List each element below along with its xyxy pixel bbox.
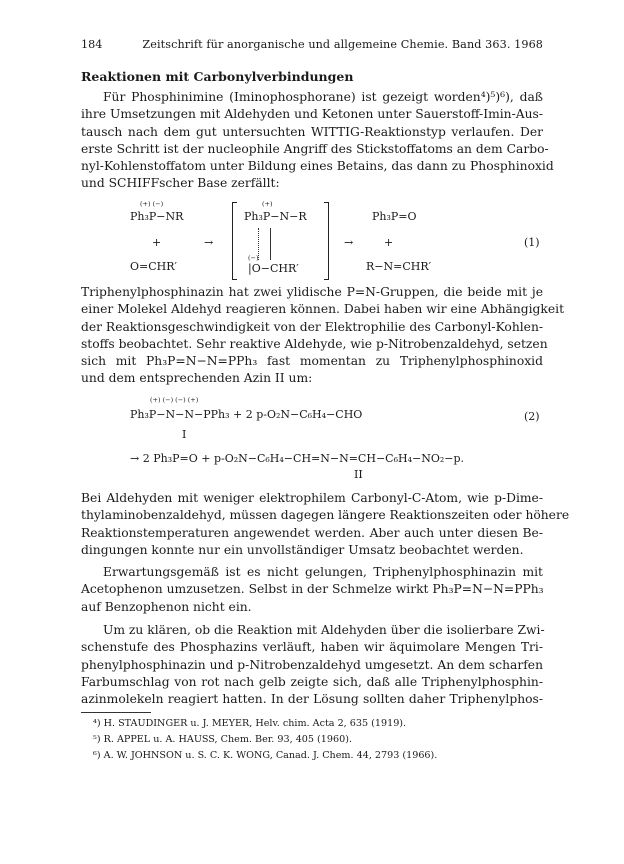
right-bracket xyxy=(324,202,329,280)
text-line: erste Schritt ist der nucleophile Angriff des Stickstoffatoms an dem Carbo- xyxy=(81,141,549,156)
plus-sign: + xyxy=(152,236,162,249)
reaction-arrow: → xyxy=(344,236,354,249)
charge-label: (+) xyxy=(262,200,273,208)
paragraph-3 xyxy=(81,490,570,559)
page-number: 184 xyxy=(81,38,103,51)
reactant-ylide: Ph₃P−NR xyxy=(130,210,184,223)
journal-title: Zeitschrift für anorganische und allgemeine Chemie. Band 363. 1968 xyxy=(142,38,543,51)
text-line: Farbumschlag von rot nach gelb zeigte sich, daß alle Triphenylphosphin- xyxy=(81,674,543,689)
equation-number: (2) xyxy=(524,410,540,423)
bond-line xyxy=(258,228,259,260)
footnote-rule xyxy=(81,712,151,713)
text-line: ihre Umsetzungen mit Aldehyden und Ketonen unter Sauerstoff-Imin-Aus- xyxy=(81,107,543,122)
product-oxide: Ph₃P=O xyxy=(372,210,417,223)
betaine-top: Ph₃P−N−R xyxy=(244,210,307,223)
text-line: und SCHIFFscher Base zerfällt: xyxy=(81,176,280,191)
text-line: sich mit Ph₃P=N−N=PPh₃ fast momentan zu Triphenylphosphinoxid xyxy=(81,354,543,369)
charge-label: (+) (−) (−) (+) xyxy=(150,396,199,404)
compound-label: I xyxy=(182,428,187,441)
text-line: Triphenylphosphinazin hat zwei ylidische P=N-Gruppen, die beide mit je xyxy=(81,285,543,299)
equation-line: → 2 Ph₃P=O + p-O₂N−C₆H₄−CH=N−N=CH−C₆H₄−NO₂−p. xyxy=(130,452,465,465)
footnote-4: ⁴) H. STAUDINGER u. J. MEYER, Helv. chim. Acta 2, 635 (1919). xyxy=(93,718,407,729)
text-line: auf Benzophenon nicht ein. xyxy=(81,599,252,614)
betaine-bottom: |O−CHR′ xyxy=(248,262,299,275)
paragraph-2 xyxy=(81,284,565,388)
text-line: der Reaktionsgeschwindigkeit von der Elektrophilie des Carbonyl-Kohlen- xyxy=(81,319,544,334)
text-line: phenylphosphinazin und p-Nitrobenzaldehyd umgesetzt. An dem scharfen xyxy=(81,657,543,672)
plus-sign: + xyxy=(384,236,394,249)
text-line: azinmolekeln reagiert hatten. In der Lösung sollten daher Triphenylphos- xyxy=(81,692,543,707)
paragraph-1 xyxy=(81,89,554,193)
paragraph-5 xyxy=(81,622,543,708)
text-line: dingungen konnte nur ein unvollständiger Umsatz beobachtet werden. xyxy=(81,542,524,557)
bond-line xyxy=(270,228,271,260)
charge-label: (+) (−) xyxy=(140,200,164,208)
footnote-6: ⁶) A. W. JOHNSON u. S. C. K. WONG, Canad. J. Chem. 44, 2793 (1966). xyxy=(93,750,438,761)
section-heading: Reaktionen mit Carbonylverbindungen xyxy=(81,69,354,84)
text-line: stoffs beobachtet. Sehr reaktive Aldehyde, wie p-Nitrobenzaldehyd, setzen xyxy=(81,336,548,351)
text-line: Erwartungsgemäß ist es nicht gelungen, Triphenylphosphinazin mit xyxy=(103,565,543,579)
text-line: schenstufe des Phosphazins verläuft, haben wir äquimolare Mengen Tri- xyxy=(81,640,543,655)
compound-label: II xyxy=(354,468,363,481)
left-bracket xyxy=(232,202,237,280)
charge-label: (−) xyxy=(248,254,259,262)
text-line: Um zu klären, ob die Reaktion mit Aldehyden über die isolierbare Zwi- xyxy=(103,623,545,637)
text-line: und dem entsprechenden Azin II um: xyxy=(81,371,313,386)
equation-line: Ph₃P−N−N−PPh₃ + 2 p-O₂N−C₆H₄−CHO xyxy=(130,408,363,421)
text-line: einer Molekel Aldehyd reagieren können. Dabei haben wir eine Abhängigkeit xyxy=(81,302,565,317)
text-line: Acetophenon umzusetzen. Selbst in der Schmelze wirkt Ph₃P=N−N=PPh₃ xyxy=(81,582,544,597)
text-line: Für Phosphinimine (Iminophosphorane) ist gezeigt worden⁴)⁵)⁶), daß xyxy=(103,90,543,104)
footnote-5: ⁵) R. APPEL u. A. HAUSS, Chem. Ber. 93, 405 (1960). xyxy=(93,734,353,745)
text-line: nyl-Kohlenstoffatom unter Bildung eines Betains, das dann zu Phosphinoxid xyxy=(81,159,554,174)
reaction-arrow: → xyxy=(204,236,214,249)
text-line: thylaminobenzaldehyd, müssen dagegen längere Reaktionszeiten oder höhere xyxy=(81,508,570,523)
text-line: tausch nach dem gut untersuchten WITTIG-Reaktionstyp verlaufen. Der xyxy=(81,124,543,139)
text-line: Bei Aldehyden mit weniger elektrophilem Carbonyl-C-Atom, wie p-Dime- xyxy=(81,491,543,505)
paragraph-4 xyxy=(81,564,543,616)
product-schiff-base: R−N=CHR′ xyxy=(366,260,432,273)
text-line: Reaktionstemperaturen angewendet werden. Aber auch unter diesen Be- xyxy=(81,525,543,540)
reactant-carbonyl: O=CHR′ xyxy=(130,260,178,273)
equation-number: (1) xyxy=(524,236,540,249)
